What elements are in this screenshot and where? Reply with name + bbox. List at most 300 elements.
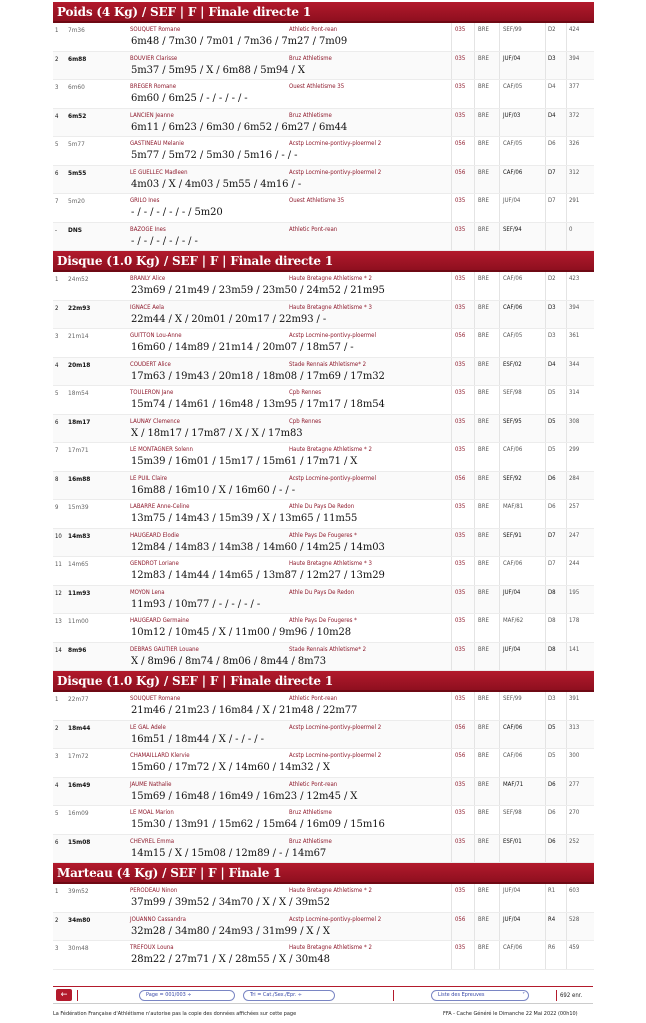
record-count: 692 enr. [560,992,583,999]
column-divider [451,913,452,941]
result-row [53,80,594,109]
column-divider [499,529,500,557]
column-divider [499,749,500,777]
column-divider [474,500,475,528]
column-divider [545,884,546,912]
athlete-name-link[interactable]: BREGER Romane [130,83,177,90]
points-cell: 312 [569,168,580,176]
points-cell: 178 [569,617,580,624]
column-divider [499,614,500,642]
athlete-name-link[interactable]: LE MONTAGNER Solenn [130,446,193,453]
athlete-name-link[interactable]: GRILO Ines [130,197,160,204]
place-cell: 2 [55,304,59,312]
result-row [53,692,594,721]
results-section [53,2,594,251]
result-row [53,472,594,501]
back-button[interactable] [56,989,72,1001]
athlete-name-link[interactable]: HAUGEARD Elodie [130,531,180,539]
athlete-name-link[interactable]: BAZOGE Ines [130,225,166,233]
column-divider [566,52,567,80]
ligue-cell: 035 [455,617,466,624]
athlete-name-link[interactable]: PERODEAU Ninon [130,887,178,894]
club-link[interactable]: Acstp Locmine-pontivy-ploermel 2 [289,168,382,176]
athlete-name-link[interactable]: SOUQUET Romane [130,695,181,702]
column-divider [474,272,475,300]
column-divider [474,941,475,969]
athlete-name-link[interactable]: BRANLY Alice [130,275,166,282]
athlete-name-link[interactable]: JOUANNO Cassandra [130,915,186,923]
athlete-name-link[interactable]: CHAMAILLARD Klervie [130,752,190,759]
column-divider [566,386,567,414]
athlete-name-link[interactable]: COUDERT Alice [130,360,171,368]
column-divider [451,137,452,165]
points-cell: 394 [569,303,580,311]
region-cell: BRE [478,695,489,702]
points-cell: 300 [569,752,580,759]
ligue-cell: 035 [455,360,466,368]
column-divider [474,614,475,642]
club-link[interactable]: Cpb Rennes [289,417,322,425]
region-cell: BRE [478,503,489,510]
result-row [53,109,594,138]
column-divider [451,358,452,386]
points-cell: 394 [569,54,580,62]
throws-series: 16m51 / 18m44 / X / - / - / - [131,733,264,745]
column-divider [545,272,546,300]
sort-select-label: Tri = Cat./Sex./Epr. ÷ [250,992,302,998]
column-divider [566,529,567,557]
club-link[interactable]: Stade Rennais Athletisme* 2 [289,360,367,368]
ligue-cell: 035 [455,26,466,33]
section-title: Disque (1.0 Kg) / SEF | F | Finale directe 1 [53,251,594,272]
category-cell: MAF/81 [503,503,524,510]
section-title: Marteau (4 Kg) / SEF | F | Finale 1 [53,863,594,884]
column-divider [566,500,567,528]
level-cell: D6 [548,140,556,147]
ligue-cell: 035 [455,417,466,425]
throws-series: 21m46 / 21m23 / 16m84 / X / 21m48 / 22m77 [131,705,358,716]
column-divider [451,415,452,443]
athlete-name-link[interactable]: IGNACE Aela [130,303,165,311]
athlete-name-link[interactable]: LABARRE Anne-Celine [130,503,190,510]
athlete-name-link[interactable]: LE PUIL Claire [130,474,168,482]
club-link[interactable]: Athle Pays De Fougeres * [289,531,357,539]
column-divider [451,272,452,300]
level-cell: D7 [548,531,556,539]
place-cell: 13 [55,618,62,625]
level-cell: D6 [548,503,556,510]
column-divider [474,301,475,329]
column-divider [451,194,452,222]
club-link[interactable]: Athletic Pont-rean [289,780,338,788]
toolbar-separator [393,990,394,1001]
level-cell: D5 [548,417,556,425]
column-divider [566,941,567,969]
category-cell: JUF/04 [503,54,521,62]
column-divider [474,557,475,585]
place-cell: 1 [55,696,59,703]
points-cell: 326 [569,140,580,147]
athlete-name-link[interactable]: JAUME Nathalie [130,780,172,788]
athlete-name-link[interactable]: TOULERON Jane [130,389,174,396]
column-divider [474,23,475,51]
club-link[interactable]: Bruz Athletisme [289,111,332,119]
club-link[interactable]: Acstp Locmine-pontivy-ploermel 2 [289,915,382,923]
region-cell: BRE [478,417,489,425]
column-divider [566,272,567,300]
events-select-label: Liste des Epreuves [438,992,485,998]
level-cell: D6 [548,837,556,845]
category-cell: SEF/91 [503,531,522,539]
ligue-cell: 035 [455,887,466,894]
result-row [53,806,594,835]
ligue-cell: 056 [455,332,466,339]
athlete-name-link[interactable]: BOUVIER Clarisse [130,54,178,62]
region-cell: BRE [478,225,489,233]
region-cell: BRE [478,752,489,759]
sort-select[interactable] [243,990,335,1001]
column-divider [545,778,546,806]
ligue-cell: 056 [455,474,466,482]
column-divider [451,586,452,614]
column-divider [566,166,567,194]
column-divider [566,614,567,642]
performance-cell: 11m93 [68,588,91,597]
throws-series: 15m74 / 14m61 / 16m48 / 13m95 / 17m17 / 18m54 [131,399,385,410]
athlete-name-link[interactable]: LE GUELLEC Madleen [130,168,188,176]
category-cell: SEF/94 [503,225,522,233]
result-row [53,778,594,807]
result-row [53,941,594,970]
performance-cell: DNS [68,225,82,234]
athlete-name-link[interactable]: LE GAL Adele [130,723,166,731]
column-divider [545,941,546,969]
results-section [53,863,594,970]
points-cell: 244 [569,560,580,567]
column-divider [545,749,546,777]
region-cell: BRE [478,54,489,62]
column-divider [566,913,567,941]
ligue-cell: 056 [455,168,466,176]
club-link[interactable]: Stade Rennais Athletisme* 2 [289,645,367,653]
club-link[interactable]: Acstp Locmine-pontivy-ploermel [289,332,376,339]
events-select[interactable] [431,990,529,1001]
column-divider [474,472,475,500]
column-divider [566,194,567,222]
throws-series: 22m44 / X / 20m01 / 20m17 / 22m93 / - [131,313,327,325]
performance-cell: 15m08 [68,837,91,846]
column-divider [499,472,500,500]
place-cell: 14 [55,646,62,654]
region-cell: BRE [478,446,489,453]
column-divider [545,358,546,386]
column-divider [474,913,475,941]
column-divider [545,586,546,614]
chevron-down-icon: ˅ [522,992,525,999]
athlete-name-link[interactable]: CHEVREL Emma [130,837,175,845]
column-divider [451,806,452,834]
club-link[interactable]: Bruz Athletisme [289,837,332,845]
column-divider [499,137,500,165]
column-divider [451,329,452,357]
column-divider [451,557,452,585]
page-select[interactable] [139,990,235,1001]
club-link[interactable]: Haute Bretagne Athletisme * 2 [289,446,372,453]
column-divider [474,52,475,80]
throws-series: 10m12 / 10m45 / X / 11m00 / 9m96 / 10m28 [131,627,352,638]
column-divider [566,137,567,165]
level-cell: D5 [548,752,556,759]
athlete-name-link[interactable]: HAUGEARD Germaine [130,617,190,624]
column-divider [545,721,546,749]
place-cell: 1 [55,888,59,895]
disclaimer-text: La Fédération Française d'Athlétisme n'autorise pas la copie des données affichées sur cette page [53,1011,297,1017]
club-link[interactable]: Athletic Pont-rean [289,695,338,702]
result-row [53,23,594,52]
column-divider [566,23,567,51]
column-divider [451,835,452,863]
category-cell: SEF/95 [503,417,522,425]
ligue-cell: 056 [455,140,466,147]
column-divider [566,749,567,777]
column-divider [566,109,567,137]
column-divider [499,52,500,80]
place-cell: 2 [55,724,59,732]
throws-series: 5m37 / 5m95 / X / 6m88 / 5m94 / X [131,64,305,76]
column-divider [499,500,500,528]
performance-cell: 14m65 [68,560,89,568]
level-cell: D7 [548,197,556,204]
performance-cell: 8m96 [68,645,87,654]
region-cell: BRE [478,474,489,482]
section-title: Poids (4 Kg) / SEF | F | Finale directe 1 [53,2,594,23]
throws-series: X / 18m17 / 17m87 / X / X / 17m83 [131,427,303,439]
club-link[interactable]: Athletic Pont-rean [289,26,338,33]
region-cell: BRE [478,360,489,368]
ligue-cell: 035 [455,54,466,62]
athlete-name-link[interactable]: GUITTON Lou-Anne [130,332,182,339]
throws-series: 6m60 / 6m25 / - / - / - / - [131,93,248,104]
club-link[interactable]: Athle Du Pays De Redon [289,588,355,596]
club-link[interactable]: Haute Bretagne Athletisme * 2 [289,944,372,951]
performance-cell: 15m39 [68,503,89,511]
level-cell: D6 [548,474,556,482]
place-cell: 3 [55,84,59,91]
performance-cell: 17m72 [68,752,89,760]
category-cell: ESF/02 [503,360,522,368]
category-cell: CAF/06 [503,168,523,176]
column-divider [474,806,475,834]
category-cell: JUF/04 [503,645,521,653]
region-cell: BRE [478,617,489,624]
level-cell: D6 [548,780,556,788]
ligue-cell: 035 [455,446,466,453]
column-divider [499,415,500,443]
club-link[interactable]: Haute Bretagne Athletisme * 2 [289,275,372,282]
column-divider [545,913,546,941]
result-row [53,415,594,444]
page-select-label: Page = 001/003 ÷ [146,992,192,998]
column-divider [474,80,475,108]
throws-series: 32m28 / 34m80 / 24m93 / 31m99 / X / X [131,925,330,937]
throws-series: - / - / - / - / - / 5m20 [131,207,223,218]
column-divider [545,194,546,222]
club-link[interactable]: Athle Pays De Fougeres * [289,617,357,624]
club-link[interactable]: Athle Du Pays De Redon [289,503,355,510]
ligue-cell: 035 [455,389,466,396]
column-divider [474,529,475,557]
ligue-cell: 035 [455,695,466,702]
points-cell: 141 [569,645,580,653]
category-cell: MAF/71 [503,780,524,788]
column-divider [566,472,567,500]
club-link[interactable]: Haute Bretagne Athletisme * 3 [289,560,372,567]
place-cell: 5 [55,390,59,397]
region-cell: BRE [478,531,489,539]
column-divider [545,500,546,528]
level-cell: D8 [548,645,556,653]
club-link[interactable]: Haute Bretagne Athletisme * 3 [289,303,372,311]
category-cell: JUF/04 [503,915,521,923]
place-cell: 3 [55,945,59,952]
column-divider [474,137,475,165]
level-cell: D7 [548,560,556,567]
column-divider [499,194,500,222]
club-link[interactable]: Ouest Athletisme 35 [289,197,345,204]
column-divider [545,415,546,443]
club-link[interactable]: Haute Bretagne Athletisme * 2 [289,887,372,894]
result-row [53,749,594,778]
club-link[interactable]: Athletic Pont-rean [289,225,338,233]
place-cell: 1 [55,276,59,283]
club-link[interactable]: Bruz Athletisme [289,54,332,62]
column-divider [451,80,452,108]
throws-series: 16m88 / 16m10 / X / 16m60 / - / - [131,484,296,496]
column-divider [566,884,567,912]
level-cell: D2 [548,26,556,33]
category-cell: JUF/04 [503,887,521,894]
points-cell: 257 [569,503,580,510]
column-divider [545,386,546,414]
region-cell: BRE [478,723,489,731]
place-cell: 6 [55,838,59,846]
throws-series: 15m69 / 16m48 / 16m49 / 16m23 / 12m45 / X [131,790,358,802]
club-link[interactable]: Acstp Locmine-pontivy-ploermel [289,474,376,482]
column-divider [545,166,546,194]
performance-cell: 18m44 [68,723,91,732]
athlete-name-link[interactable]: SOUQUET Romane [130,26,181,33]
column-divider [451,529,452,557]
column-divider [474,778,475,806]
throws-series: 6m48 / 7m30 / 7m01 / 7m36 / 7m27 / 7m09 [131,36,348,47]
column-divider [474,329,475,357]
column-divider [451,386,452,414]
ligue-cell: 035 [455,197,466,204]
column-divider [499,301,500,329]
club-link[interactable]: Acstp Locmine-pontivy-ploermel 2 [289,752,382,759]
column-divider [545,223,546,251]
toolbar-separator [77,990,78,1001]
ligue-cell: 056 [455,723,466,731]
region-cell: BRE [478,645,489,653]
ligue-cell: 035 [455,780,466,788]
club-link[interactable]: Cpb Rennes [289,389,322,396]
column-divider [545,472,546,500]
column-divider [451,941,452,969]
column-divider [474,835,475,863]
column-divider [451,166,452,194]
athlete-name-link[interactable]: GASTINEAU Melanie [130,140,185,147]
column-divider [474,109,475,137]
column-divider [499,721,500,749]
throws-series: 12m83 / 14m44 / 14m65 / 13m87 / 12m27 / 13m29 [131,570,385,581]
club-link[interactable]: Acstp Locmine-pontivy-ploermel 2 [289,723,382,731]
club-link[interactable]: Acstp Locmine-pontivy-ploermel 2 [289,140,382,147]
athlete-name-link[interactable]: GENDROT Loriane [130,560,179,567]
ligue-cell: 035 [455,111,466,119]
level-cell: D5 [548,446,556,453]
ligue-cell: 035 [455,303,466,311]
athlete-name-link[interactable]: MOYON Lena [130,588,165,596]
column-divider [566,80,567,108]
athlete-name-link[interactable]: LAUNAY Clemence [130,417,180,425]
ligue-cell: 035 [455,837,466,845]
performance-cell: 22m77 [68,695,89,703]
result-row [53,557,594,586]
athlete-name-link[interactable]: LANCIEN Jeanne [130,111,174,119]
place-cell: 1 [55,27,59,34]
column-divider [499,23,500,51]
column-divider [451,614,452,642]
athlete-name-link[interactable]: LE MOAL Marion [130,809,174,816]
performance-cell: 18m54 [68,389,89,397]
place-cell: 2 [55,916,59,924]
region-cell: BRE [478,915,489,923]
region-cell: BRE [478,197,489,204]
category-cell: CAF/05 [503,140,523,147]
level-cell: R4 [548,915,556,923]
performance-cell: 5m20 [68,197,85,205]
club-link[interactable]: Ouest Athletisme 35 [289,83,345,90]
club-link[interactable]: Bruz Athletisme [289,809,332,816]
region-cell: BRE [478,389,489,396]
column-divider [545,329,546,357]
performance-cell: 17m71 [68,446,89,454]
column-divider [499,778,500,806]
column-divider [545,557,546,585]
place-cell: 7 [55,198,59,205]
athlete-name-link[interactable]: TREFOUX Louna [130,944,174,951]
throws-series: 12m84 / 14m83 / 14m38 / 14m60 / 14m25 / 14m03 [131,541,385,553]
column-divider [451,52,452,80]
region-cell: BRE [478,780,489,788]
ligue-cell: 035 [455,944,466,951]
region-cell: BRE [478,140,489,147]
athlete-name-link[interactable]: DEBRAS GAUTIER Louane [130,645,199,653]
ligue-cell: 035 [455,588,466,596]
ligue-cell: 035 [455,503,466,510]
column-divider [499,913,500,941]
level-cell: D4 [548,111,556,119]
category-cell: CAF/05 [503,83,523,90]
result-row [53,614,594,643]
column-divider [499,692,500,720]
column-divider [499,109,500,137]
points-cell: 528 [569,915,580,923]
column-divider [451,500,452,528]
column-divider [499,166,500,194]
level-cell: D8 [548,588,556,596]
